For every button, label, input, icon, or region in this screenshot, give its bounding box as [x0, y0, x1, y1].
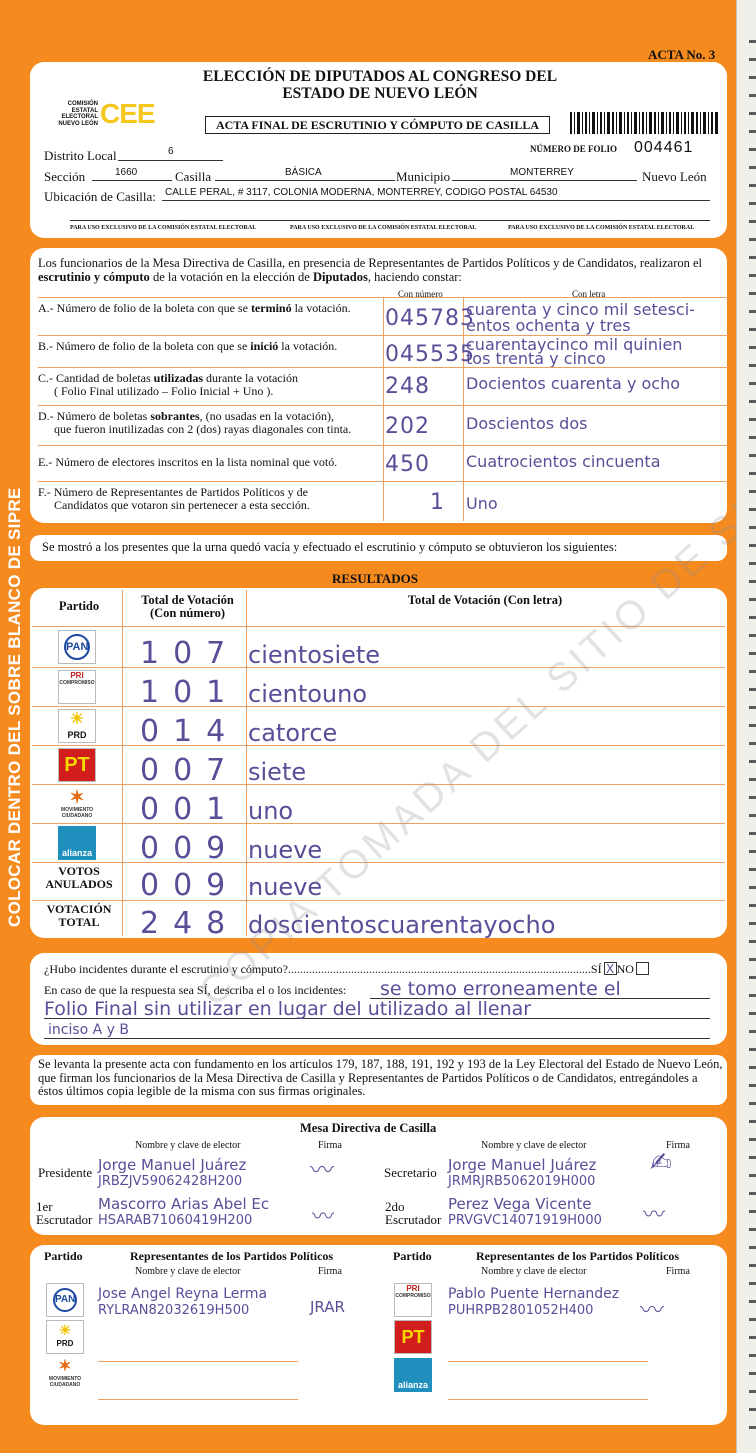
perforation-tick: [749, 382, 756, 385]
incidents-line-3: [44, 1038, 710, 1039]
municipio-label: Municipio: [396, 169, 451, 184]
result-row-1-number: 107: [140, 636, 240, 671]
rep-alianza-logo: alianza: [394, 1358, 432, 1392]
question-a-number: 045783: [385, 306, 475, 331]
question-d-words: Doscientos dos: [466, 414, 588, 433]
incidents-question: ¿Hubo incidentes durante el escrutinio y cómputo?.....................................................................................................SÍ X NO: [44, 962, 649, 977]
party-prd-logo: ☀ PRD: [58, 709, 96, 743]
seccion-value: 1660: [115, 167, 138, 178]
total-label: VOTACIÓN TOTAL: [46, 902, 112, 929]
perforation-tick: [749, 544, 756, 547]
perforation-tick: [749, 652, 756, 655]
reps-head-title-2: Representantes de los Partidos Políticos: [476, 1249, 680, 1263]
reps-head-nombre-1: Nombre y clave de elector: [135, 1266, 241, 1277]
perforation-tick: [749, 814, 756, 817]
perforation-tick: [749, 1084, 756, 1087]
rep-left-clave: RYLRAN82032619H500: [98, 1303, 250, 1318]
escrutador-2-name: Perez Vega Vicente: [448, 1195, 592, 1213]
perforation-tick: [749, 112, 756, 115]
reps-head-firma-2: Firma: [666, 1266, 690, 1277]
perforation-tick: [749, 292, 756, 295]
folio-label: NÚMERO DE FOLIO: [530, 144, 618, 154]
mesa-head-firma-2: Firma: [666, 1140, 690, 1151]
rep-right-signature: 〰: [640, 1296, 664, 1324]
perforation-tick: [749, 1300, 756, 1303]
question-c: C.- Cantidad de boletas utilizadas durante la votación ( Folio Final utilizado – Folio Inicial + Uno ). 248 Docientos cuarenta y ocho: [38, 367, 728, 405]
casilla-value: BÁSICA: [285, 167, 322, 178]
results-divider-1: [122, 590, 123, 936]
perforation-tick: [749, 688, 756, 691]
folio-number: 004461: [634, 139, 694, 156]
result-row-2-line: [32, 706, 725, 707]
perforation-tick: [749, 490, 756, 493]
anulados-line: [32, 900, 725, 901]
perforation-tick: [749, 670, 756, 673]
exclusive-note-2: PARA USO EXCLUSIVO DE LA COMISIÓN ESTATAL ELECTORAL: [290, 225, 477, 231]
escrutador-2-signature: 〰: [643, 1203, 666, 1228]
perforation-tick: [749, 400, 756, 403]
perforation-tick: [749, 256, 756, 259]
party-alianza-logo: alianza: [58, 826, 96, 860]
rep-right-clave: PUHRPB2801052H400: [448, 1303, 594, 1318]
perforation-tick: [749, 166, 756, 169]
rep-prd-logo: ☀ PRD: [46, 1320, 84, 1354]
perforation-tick: [749, 940, 756, 943]
intro-paragraph: Los funcionarios de la Mesa Directiva de Casilla, en presencia de Representantes de Partidos Políticos y de Candidatos, realizaron el escrutinio y cómputo de la votación en la elección de Diputados, haciendo constar:: [38, 256, 703, 284]
rep-right-blank-2: [448, 1378, 648, 1400]
perforation-tick: [749, 1282, 756, 1285]
cee-logo-caption: COMISIÓN ESTATAL ELECTORAL NUEVO LEÓN: [58, 101, 98, 127]
perforation-tick: [749, 274, 756, 277]
perforation-tick: [749, 778, 756, 781]
secretario-clave: JRMRJRB5062019H000: [448, 1174, 596, 1189]
legal-text: Se levanta la presente acta con fundamento en los artículos 179, 187, 188, 191, 192 y 193 de la Ley Electoral del Estado de Nuevo León, que firman los funcionarios de la Mesa Directiva de Casilla y Representantes de Partidos Políticos o de Candidatos, entregándoles a éstos últimos copia legible de la misma con sus firmas originales.: [38, 1057, 723, 1098]
perforation-tick: [749, 958, 756, 961]
result-row-6-words: nueve: [248, 836, 323, 864]
seccion-line: [92, 180, 172, 181]
party-pri-logo: PRI COMPROMISO: [58, 670, 96, 704]
perforation-tick: [749, 796, 756, 799]
perforation-tick: [749, 94, 756, 97]
perforation-tick: [749, 1210, 756, 1213]
perforation-tick: [749, 1228, 756, 1231]
watermark: COPIA TOMADA DEL SITIO DE SIPRE: [190, 429, 756, 1015]
rep-right-name: Pablo Puente Hernandez: [448, 1286, 620, 1302]
question-b-words-2: tos trenta y cinco: [466, 349, 606, 368]
perforation-tick: [749, 850, 756, 853]
perforation-tick: [749, 1048, 756, 1051]
results-divider-2: [246, 590, 247, 936]
question-f-number: 1: [430, 490, 445, 515]
perforation-tick: [749, 868, 756, 871]
perforation-tick: [749, 1102, 756, 1105]
question-b-words-1: cuarentaycinco mil quinien: [466, 335, 683, 354]
escrutador-2-clave: PRVGVC14071919H000: [448, 1213, 602, 1228]
reps-head-partido-2: Partido: [393, 1249, 432, 1263]
perforation-tick: [749, 1120, 756, 1123]
perforation-tick: [749, 1156, 756, 1159]
results-head-letra: Total de Votación (Con letra): [407, 593, 563, 607]
rep-right-blank-1: [448, 1340, 648, 1362]
question-a-words-2: entos ochenta y tres: [466, 316, 631, 335]
casilla-line: [215, 180, 395, 181]
rep-mc-logo: ✶ MOVIMIENTO CIUDADANO: [46, 1358, 84, 1392]
perforation-tick: [749, 922, 756, 925]
perforation-tick: [749, 346, 756, 349]
ubicacion-line: [162, 200, 710, 201]
rep-left-blank-1: [98, 1340, 298, 1362]
question-a: A.- Número de folio de la boleta con que se terminó la votación. 045783 cuarenta y cinco mil setesci- entos ochenta y tres: [38, 297, 728, 335]
perforation-tick: [749, 1174, 756, 1177]
secretario-signature: ✍: [650, 1148, 672, 1178]
secretario-name: Jorge Manuel Juárez: [448, 1156, 597, 1174]
perforation-tick: [749, 1030, 756, 1033]
side-instruction: COLOCAR DENTRO DEL SOBRE BLANCO DE SIPRE: [5, 487, 24, 927]
mesa-head-firma-1: Firma: [318, 1140, 342, 1151]
perforation-tick: [749, 436, 756, 439]
incidents-text-1: se tomo erroneamente el: [380, 978, 621, 1000]
party-pt-logo: PT: [58, 748, 96, 782]
perforation-tick: [749, 1336, 756, 1339]
perforation-tick: [749, 1408, 756, 1411]
perforation-tick: [749, 616, 756, 619]
perforation-tick: [749, 904, 756, 907]
mesa-title: Mesa Directiva de Casilla: [300, 1121, 437, 1135]
secretario-label: Secretario: [384, 1165, 437, 1180]
question-f-words: Uno: [466, 494, 498, 513]
question-a-words-1: cuarenta y cinco mil setesci-: [466, 300, 695, 319]
col-letra-head: Con letra: [572, 289, 606, 299]
col-numero-head: Con número: [398, 289, 443, 299]
reps-head-nombre-2: Nombre y clave de elector: [481, 1266, 587, 1277]
anulados-words: nueve: [248, 873, 323, 901]
perforation-tick: [749, 742, 756, 745]
exclusive-note-3: PARA USO EXCLUSIVO DE LA COMISIÓN ESTATAL ELECTORAL: [508, 225, 695, 231]
perforation-tick: [749, 994, 756, 997]
barcode: [570, 112, 718, 134]
ubicacion-value: CALLE PERAL, # 3117, COLONIA MODERNA, MONTERREY, CODIGO POSTAL 64530: [165, 187, 558, 198]
result-row-3-line: [32, 745, 725, 746]
presidente-label: Presidente: [38, 1165, 93, 1180]
perforation-tick: [749, 1066, 756, 1069]
question-b-number: 045535: [385, 342, 475, 367]
total-words: doscientoscuarentayocho: [248, 911, 556, 939]
perforation-tick: [749, 526, 756, 529]
party-mc-logo: ✶ MOVIMIENTO CIUDADANO: [58, 787, 96, 821]
rep-left-name: Jose Angel Reyna Lerma: [98, 1286, 268, 1302]
result-row-4-words: siete: [248, 758, 307, 786]
exclusive-note-1: PARA USO EXCLUSIVO DE LA COMISIÓN ESTATAL ELECTORAL: [70, 225, 257, 231]
escrutador-1-name: Mascorro Arias Abel Ec: [98, 1195, 270, 1213]
results-head-partido: Partido: [58, 599, 100, 613]
result-row-4-number: 007: [140, 753, 240, 788]
result-row-2-number: 101: [140, 675, 240, 710]
perforation-tick: [749, 310, 756, 313]
results-head-num: Total de Votación (Con número): [141, 593, 234, 620]
acta-number: ACTA No. 3: [648, 47, 716, 62]
perforation-tick: [749, 328, 756, 331]
incidents-si-checkbox[interactable]: X: [604, 962, 617, 975]
perforation-tick: [749, 1138, 756, 1141]
rep-left-blank-2: [98, 1378, 298, 1400]
result-row-1-words: cientosiete: [248, 641, 381, 669]
presidente-clave: JRBZJV59062428H200: [98, 1174, 243, 1189]
perforation-tick: [749, 40, 756, 43]
question-c-words: Docientos cuarenta y ocho: [466, 374, 681, 393]
incidents-text-3: inciso A y B: [48, 1022, 130, 1038]
casilla-label: Casilla: [175, 169, 212, 184]
perforation-tick: [749, 76, 756, 79]
perforation-tick: [749, 706, 756, 709]
municipio-value: MONTERREY: [510, 167, 574, 178]
perforation-tick: [749, 976, 756, 979]
municipio-line: [452, 180, 637, 181]
perforation-tick: [749, 832, 756, 835]
result-row-1-line: [32, 667, 725, 668]
presidente-name: Jorge Manuel Juárez: [98, 1156, 247, 1174]
mesa-head-nombre-1: Nombre y clave de elector: [135, 1140, 241, 1151]
perforation-tick: [749, 886, 756, 889]
perforation-tick: [749, 238, 756, 241]
perforation-tick: [749, 364, 756, 367]
perforation-tick: [749, 454, 756, 457]
exclusive-line: [70, 220, 710, 221]
distrito-label: Distrito Local: [44, 148, 117, 163]
result-row-5-number: 001: [140, 792, 240, 827]
perforation-tick: [749, 202, 756, 205]
cee-logo: CEE: [100, 98, 155, 129]
question-b: B.- Número de folio de la boleta con que se inició la votación. 045535 cuarentaycinco mil quinien tos trenta y cinco: [38, 335, 728, 367]
rep-pri-logo: PRI COMPROMISO: [394, 1283, 432, 1317]
perforation-tick: [749, 562, 756, 565]
perforation-tick: [749, 58, 756, 61]
perforation-tick: [749, 760, 756, 763]
perforation-tick: [749, 130, 756, 133]
reps-head-partido-1: Partido: [44, 1249, 83, 1263]
escrutador-1-clave: HSARAB71060419H200: [98, 1213, 253, 1228]
perforation-tick: [749, 184, 756, 187]
incidents-describe: En caso de que la respuesta sea SÍ, describa el o los incidentes:: [44, 983, 347, 997]
perforation-tick: [749, 634, 756, 637]
perforated-strip: [736, 0, 756, 1453]
escrutador-1-signature: 〰: [312, 1205, 335, 1230]
result-row-3-words: catorce: [248, 719, 338, 747]
escrutador-1-label: 1er Escrutador: [36, 1199, 93, 1227]
perforation-tick: [749, 148, 756, 151]
perforation-tick: [749, 220, 756, 223]
question-e-words: Cuatrocientos cincuenta: [466, 452, 661, 471]
perforation-tick: [749, 1354, 756, 1357]
total-number: 248: [140, 906, 240, 941]
reps-head-firma-1: Firma: [318, 1266, 342, 1277]
perforation-tick: [749, 1264, 756, 1267]
ubicacion-label: Ubicación de Casilla:: [44, 189, 156, 204]
result-row-3-number: 014: [140, 714, 240, 749]
party-pan-logo: PAN: [58, 630, 96, 664]
perforation-tick: [749, 1012, 756, 1015]
perforation-tick: [749, 724, 756, 727]
results-title: RESULTADOS: [332, 571, 418, 586]
presidente-signature: 〰: [310, 1156, 334, 1184]
perforation-tick: [749, 472, 756, 475]
incidents-text-2: Folio Final sin utilizar en lugar del utilizado al llenar: [44, 998, 532, 1020]
seccion-label: Sección: [44, 169, 86, 184]
perforation-tick: [749, 1318, 756, 1321]
acta-subtitle: ACTA FINAL DE ESCRUTINIO Y CÓMPUTO DE CASILLA: [205, 116, 550, 134]
question-d-number: 202: [385, 414, 430, 439]
perforation-tick: [749, 1246, 756, 1249]
reps-head-title-1: Representantes de los Partidos Políticos: [130, 1249, 334, 1263]
perforation-tick: [749, 418, 756, 421]
election-title: ELECCIÓN DE DIPUTADOS AL CONGRESO DEL ESTADO DE NUEVO LEÓN: [202, 68, 558, 102]
rep-pan-logo: PAN: [46, 1283, 84, 1317]
question-e: E.- Número de electores inscritos en la lista nominal que votó. 450 Cuatrocientos cincuenta: [38, 445, 728, 481]
result-row-4-line: [32, 784, 725, 785]
perforation-tick: [749, 1192, 756, 1195]
incidents-no-checkbox[interactable]: [636, 962, 649, 975]
question-c-number: 248: [385, 374, 430, 399]
rep-left-signature: JRAR: [310, 1298, 345, 1316]
question-f: F.- Número de Representantes de Partidos Políticos y de Candidatos que votaron sin pertenecer a esta sección. 1 Uno: [38, 481, 728, 521]
distrito-value: 6: [168, 146, 174, 157]
result-row-6-number: 009: [140, 831, 240, 866]
perforation-tick: [749, 598, 756, 601]
perforation-tick: [749, 580, 756, 583]
mesa-head-nombre-2: Nombre y clave de elector: [481, 1140, 587, 1151]
anulados-label: VOTOS ANULADOS: [45, 864, 113, 891]
question-d: D.- Número de boletas sobrantes, (no usadas en la votación), que fueron inutilizadas con 2 (dos) rayas diagonales con tinta. 202 Doscientos dos: [38, 405, 728, 445]
question-e-number: 450: [385, 452, 430, 477]
distrito-line: [118, 160, 223, 161]
result-row-2-words: cientouno: [248, 680, 368, 708]
perforation-tick: [749, 1372, 756, 1375]
perforation-tick: [749, 508, 756, 511]
result-row-5-words: uno: [248, 797, 294, 825]
rep-pt-logo: PT: [394, 1320, 432, 1354]
shown-text: Se mostró a los presentes que la urna quedó vacía y efectuado el escrutinio y cómputo se obtuvieron los siguientes:: [42, 540, 618, 554]
escrutador-2-label: 2do Escrutador: [385, 1199, 442, 1227]
estado-label: Nuevo León: [642, 169, 707, 184]
perforation-tick: [749, 1426, 756, 1429]
perforation-tick: [749, 1390, 756, 1393]
anulados-number: 009: [140, 868, 240, 903]
